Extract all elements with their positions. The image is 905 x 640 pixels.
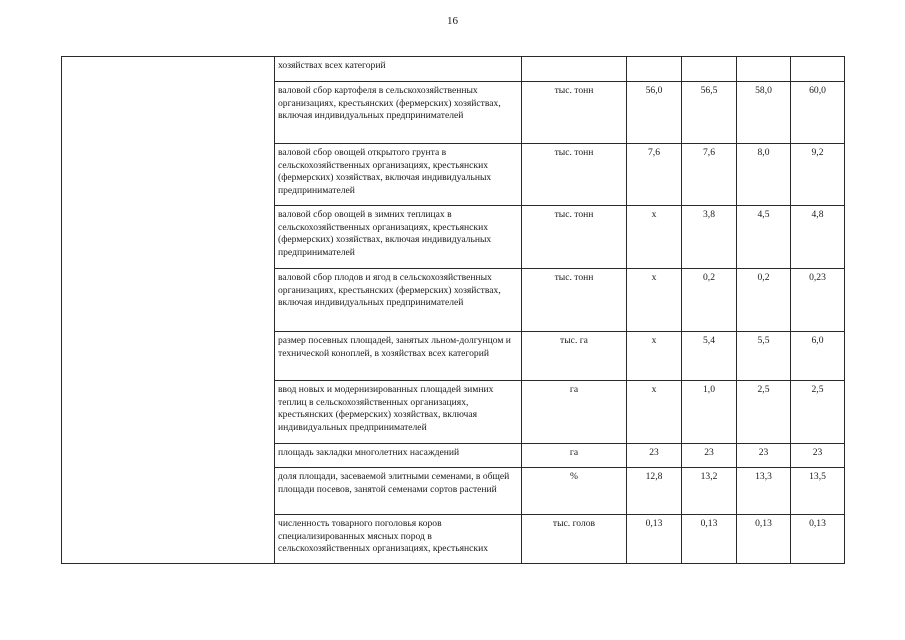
value-cell-2: 13,2 xyxy=(682,468,737,515)
unit-cell: тыс. тонн xyxy=(522,269,627,332)
unit-cell: га xyxy=(522,444,627,468)
value-cell-1: х xyxy=(627,381,682,444)
value-cell-1: 0,13 xyxy=(627,515,682,564)
value-cell-2: 7,6 xyxy=(682,144,737,206)
unit-cell: га xyxy=(522,381,627,444)
indicator-cell: валовой сбор картофеля в сельскохозяйственных организациях, крестьянских (фермерских) хозяйствах, включая индивидуальных предпринимателей xyxy=(275,82,522,144)
value-cell-1: 12,8 xyxy=(627,468,682,515)
value-cell-1: х xyxy=(627,269,682,332)
indicator-cell: численность товарного поголовья коров специализированных мясных пород в сельскохозяйственных организациях, крестьянских xyxy=(275,515,522,564)
indicator-cell: валовой сбор овощей в зимних теплицах в сельскохозяйственных организациях, крестьянских (фермерских) хозяйствах, включая индивидуальных предпринимателей xyxy=(275,206,522,269)
value-cell-2: 0,13 xyxy=(682,515,737,564)
value-cell-4: 6,0 xyxy=(791,332,845,381)
unit-cell: тыс. голов xyxy=(522,515,627,564)
value-cell-1 xyxy=(627,57,682,82)
value-cell-2: 5,4 xyxy=(682,332,737,381)
unit-cell: тыс. тонн xyxy=(522,82,627,144)
value-cell-4: 0,23 xyxy=(791,269,845,332)
value-cell-4: 60,0 xyxy=(791,82,845,144)
value-cell-1: 23 xyxy=(627,444,682,468)
indicator-cell: ввод новых и модернизированных площадей зимних теплиц в сельскохозяйственных организациях, крестьянских (фермерских) хозяйствах, включая индивидуальных предпринимателей xyxy=(275,381,522,444)
indicators-table xyxy=(61,56,845,564)
value-cell-3: 4,5 xyxy=(737,206,791,269)
value-cell-1: х xyxy=(627,332,682,381)
value-cell-3: 0,13 xyxy=(737,515,791,564)
value-cell-2: 1,0 xyxy=(682,381,737,444)
unit-cell: тыс. тонн xyxy=(522,144,627,206)
value-cell-3: 23 xyxy=(737,444,791,468)
indicator-cell: доля площади, засеваемой элитными семенами, в общей площади посевов, занятой семенами сортов растений xyxy=(275,468,522,515)
value-cell-3: 0,2 xyxy=(737,269,791,332)
unit-cell: тыс. тонн xyxy=(522,206,627,269)
value-cell-2: 56,5 xyxy=(682,82,737,144)
value-cell-2: 0,2 xyxy=(682,269,737,332)
value-cell-4: 2,5 xyxy=(791,381,845,444)
table-body xyxy=(62,57,845,564)
blank-left-column xyxy=(62,57,275,564)
value-cell-1: 7,6 xyxy=(627,144,682,206)
page-number: 16 xyxy=(447,15,458,27)
unit-cell: тыс. га xyxy=(522,332,627,381)
value-cell-3: 58,0 xyxy=(737,82,791,144)
indicator-cell: размер посевных площадей, занятых льном-долгунцом и технической коноплей, в хозяйствах всех категорий xyxy=(275,332,522,381)
value-cell-3: 2,5 xyxy=(737,381,791,444)
unit-cell xyxy=(522,57,627,82)
value-cell-2 xyxy=(682,57,737,82)
value-cell-3: 5,5 xyxy=(737,332,791,381)
value-cell-3: 13,3 xyxy=(737,468,791,515)
value-cell-2: 3,8 xyxy=(682,206,737,269)
value-cell-4: 13,5 xyxy=(791,468,845,515)
indicator-cell: валовой сбор плодов и ягод в сельскохозяйственных организациях, крестьянских (фермерских) хозяйствах, включая индивидуальных предпринимателей xyxy=(275,269,522,332)
unit-cell: % xyxy=(522,468,627,515)
value-cell-4: 4,8 xyxy=(791,206,845,269)
value-cell-4: 23 xyxy=(791,444,845,468)
value-cell-4 xyxy=(791,57,845,82)
value-cell-4: 0,13 xyxy=(791,515,845,564)
table-row xyxy=(62,57,845,82)
value-cell-1: 56,0 xyxy=(627,82,682,144)
value-cell-1: х xyxy=(627,206,682,269)
value-cell-3 xyxy=(737,57,791,82)
value-cell-3: 8,0 xyxy=(737,144,791,206)
value-cell-4: 9,2 xyxy=(791,144,845,206)
indicator-cell: хозяйствах всех категорий xyxy=(275,57,522,82)
indicator-cell: валовой сбор овощей открытого грунта в сельскохозяйственных организациях, крестьянских (фермерских) хозяйствах, включая индивидуальных предпринимателей xyxy=(275,144,522,206)
indicator-cell: площадь закладки многолетних насаждений xyxy=(275,444,522,468)
value-cell-2: 23 xyxy=(682,444,737,468)
